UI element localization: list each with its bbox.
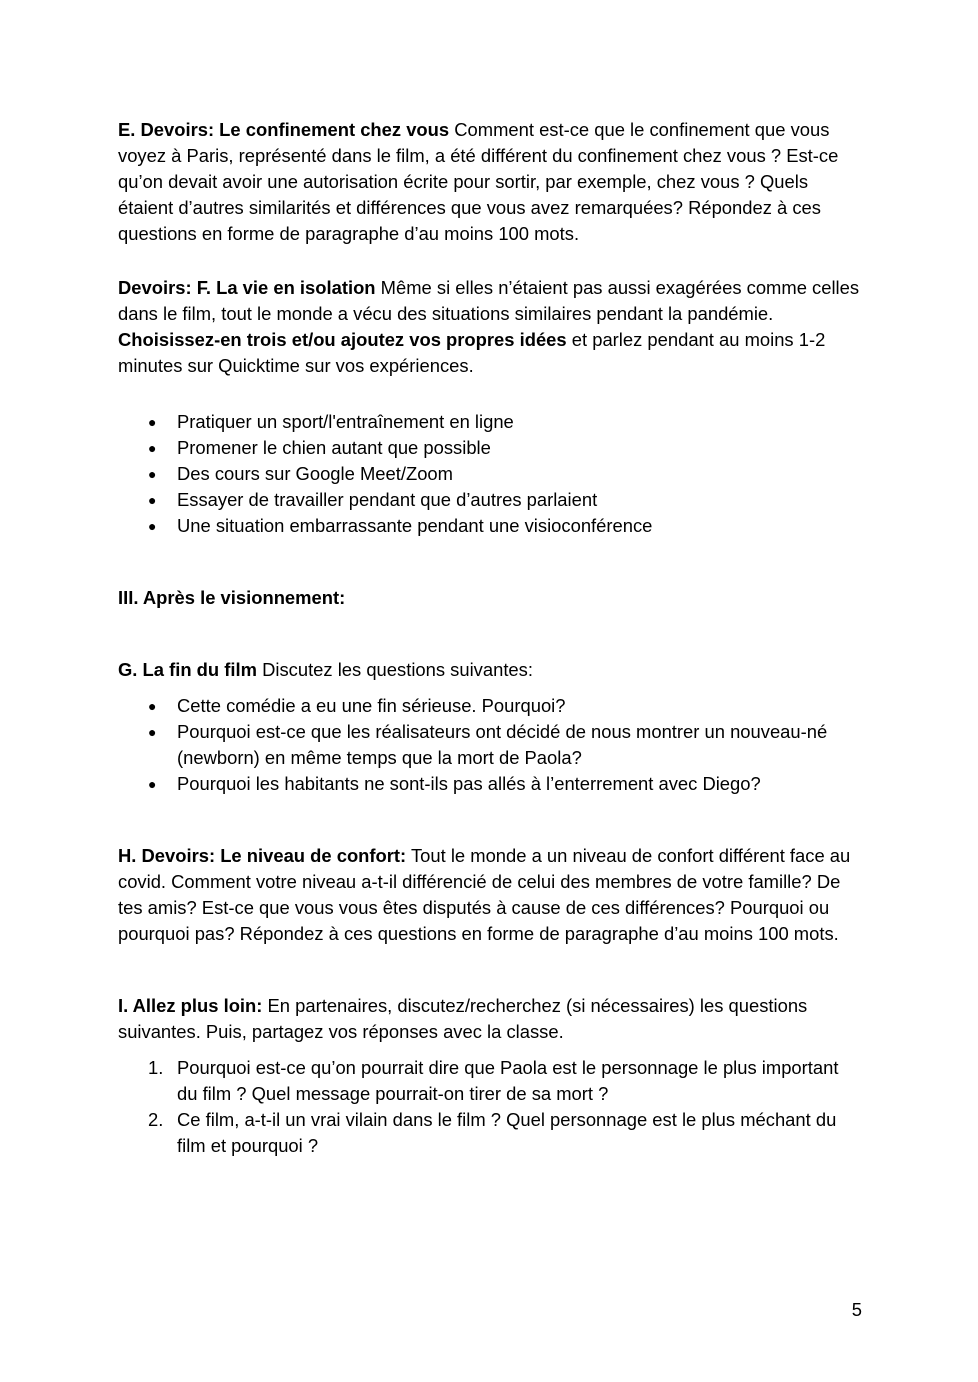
- section-g-body: Discutez les questions suivantes:: [262, 659, 533, 680]
- section-g-paragraph: [118, 657, 863, 683]
- bullet-icon: ●: [148, 492, 157, 508]
- section-e-heading: E. Devoirs: Le confinement chez vous: [118, 119, 450, 140]
- bullet-icon: ●: [148, 466, 157, 482]
- section-f-heading: Devoirs: F. La vie en isolation: [118, 277, 376, 298]
- section-i-paragraph: [118, 993, 863, 1045]
- list-item: 2. Ce film, a-t-il un vrai vilain dans le film ? Quel personnage est le plus méchant du film et pourquoi ?: [148, 1109, 837, 1156]
- section-i-list: [118, 1055, 863, 1159]
- list-item: ● Promener le chien autant que possible: [118, 435, 863, 461]
- section-h-paragraph: [118, 843, 863, 947]
- list-item: 1. Pourquoi est-ce qu’on pourrait dire que Paola est le personnage le plus important du film ? Quel message pourrait-on tirer de sa mort ?: [148, 1057, 839, 1104]
- section-f-list: [118, 409, 863, 539]
- bullet-icon: ●: [148, 698, 157, 714]
- list-number: 1.: [148, 1057, 164, 1078]
- section-f-body-2: et parlez pendant au moins 1-2 minutes sur Quicktime sur vos expériences.: [118, 329, 826, 376]
- bullet-icon: ●: [148, 724, 157, 740]
- bullet-icon: ●: [148, 776, 157, 792]
- section-i-body: En partenaires, discutez/recherchez (si nécessaires) les questions suivantes. Puis, partagez vos réponses avec la classe.: [118, 995, 808, 1042]
- list-item: ● Une situation embarrassante pendant une visioconférence: [118, 513, 863, 539]
- list-item: ● Pourquoi les habitants ne sont-ils pas allés à l’enterrement avec Diego?: [118, 771, 863, 797]
- bullet-icon: ●: [148, 414, 157, 430]
- section-f-body-bold: Choisissez-en trois et/ou ajoutez vos propres idées: [118, 329, 567, 350]
- bullet-icon: ●: [148, 518, 157, 534]
- list-item: ● Essayer de travailler pendant que d’autres parlaient: [118, 487, 863, 513]
- list-item: ● Pratiquer un sport/l'entraînement en ligne: [118, 409, 863, 435]
- section-iii-heading-paragraph: [118, 585, 863, 611]
- section-i-heading: I. Allez plus loin:: [118, 995, 263, 1016]
- list-item: ● Cette comédie a eu une fin sérieuse. Pourquoi?: [118, 693, 863, 719]
- document-page: [118, 117, 863, 1159]
- section-e-body: Comment est-ce que le confinement que vous voyez à Paris, représenté dans le film, a été différent du confinement chez vous ? Est-ce qu’on devait avoir une autorisation écrite pour sortir, par exemple, chez vous ? Quels étaient d’autres similarités et différences que vous avez remarquées? Répondez à ces questions en forme de paragraphe d’au moins 100 mots.: [118, 119, 839, 244]
- section-h-body: Tout le monde a un niveau de confort différent face au covid. Comment votre niveau a-t-il différencié de celui des membres de votre famille? De tes amis? Est-ce que vous vous êtes disputés à cause de ces différences? Pourquoi ou pourquoi pas? Répondez à ces questions en forme de paragraphe d’au moins 100 mots.: [118, 845, 851, 944]
- section-iii-heading: III. Après le visionnement:: [118, 587, 346, 608]
- section-g-heading: G. La fin du film: [118, 659, 257, 680]
- page-number: 5: [851, 1299, 862, 1320]
- bullet-icon: ●: [148, 440, 157, 456]
- section-h-heading: H. Devoirs: Le niveau de confort:: [118, 845, 407, 866]
- section-e-paragraph: [118, 117, 863, 247]
- list-number: 2.: [148, 1109, 164, 1130]
- list-item: ● Pourquoi est-ce que les réalisateurs ont décidé de nous montrer un nouveau-né (newborn) en même temps que la mort de Paola?: [148, 721, 828, 768]
- section-f-body-1: Même si elles n’étaient pas aussi exagérées comme celles dans le film, tout le monde a vécu des situations similaires pendant la pandémie.: [118, 277, 860, 324]
- section-g-list: [118, 693, 863, 797]
- list-item: ● Des cours sur Google Meet/Zoom: [118, 461, 863, 487]
- section-f-paragraph: [118, 275, 863, 379]
